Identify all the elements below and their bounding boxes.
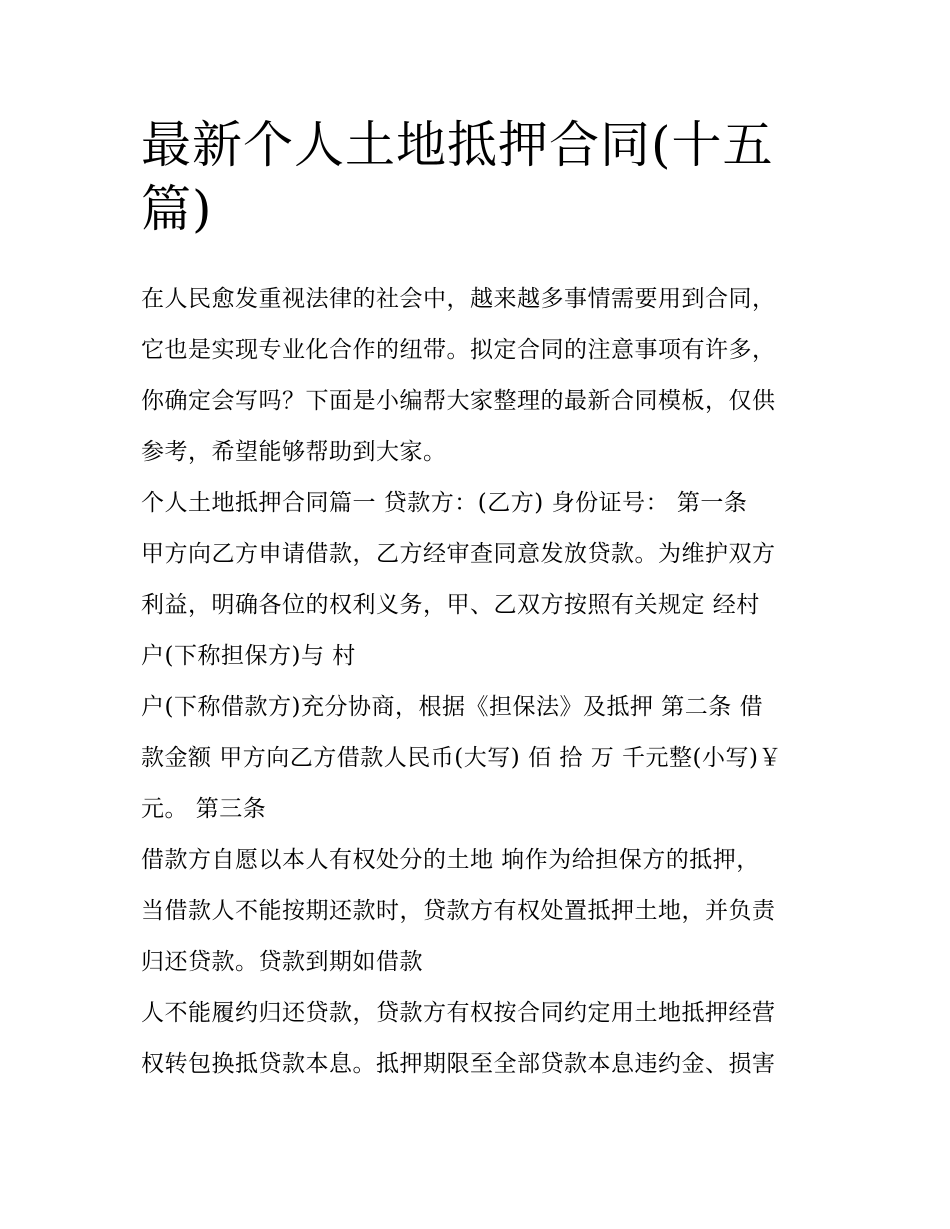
body-line: 你确定会写吗？下面是小编帮大家整理的最新合同模板，仅供 [141, 388, 776, 414]
body-line: 人不能履约归还贷款，贷款方有权按合同约定用土地抵押经营 [141, 1000, 776, 1026]
body-line: 款金额 甲方向乙方借款人民币(大写) 佰 拾 万 千元整(小写)￥ [141, 745, 782, 771]
document-body [141, 274, 821, 1090]
body-line: 权转包换抵贷款本息。抵押期限至全部贷款本息违约金、损害 [141, 1051, 776, 1077]
body-line: 利益，明确各位的权利义务，甲、乙双方按照有关规定 经村 [141, 592, 760, 618]
body-line: 参考，希望能够帮助到大家。 [141, 439, 447, 465]
body-line: 它也是实现专业化合作的纽带。拟定合同的注意事项有许多， [141, 337, 776, 363]
body-line: 在人民愈发重视法律的社会中，越来越多事情需要用到合同， [141, 286, 776, 312]
body-line: 元。 第三条 [141, 796, 267, 822]
body-line: 归还贷款。贷款到期如借款 [141, 949, 423, 975]
body-line: 借款方自愿以本人有权处分的土地 垧作为给担保方的抵押， [141, 847, 760, 873]
body-line: 户(下称借款方)充分协商，根据《担保法》及抵押 第二条 借 [141, 694, 764, 720]
document-title: 最新个人土地抵押合同(十五篇) [141, 116, 774, 238]
body-line: 甲方向乙方申请借款，乙方经审查同意发放贷款。为维护双方 [141, 541, 776, 567]
body-line: 当借款人不能按期还款时，贷款方有权处置抵押土地，并负责 [141, 898, 776, 924]
body-line: 个人土地抵押合同篇一 贷款方：(乙方) 身份证号： 第一条 [141, 490, 748, 516]
body-line: 户(下称担保方)与 村 [141, 643, 356, 669]
